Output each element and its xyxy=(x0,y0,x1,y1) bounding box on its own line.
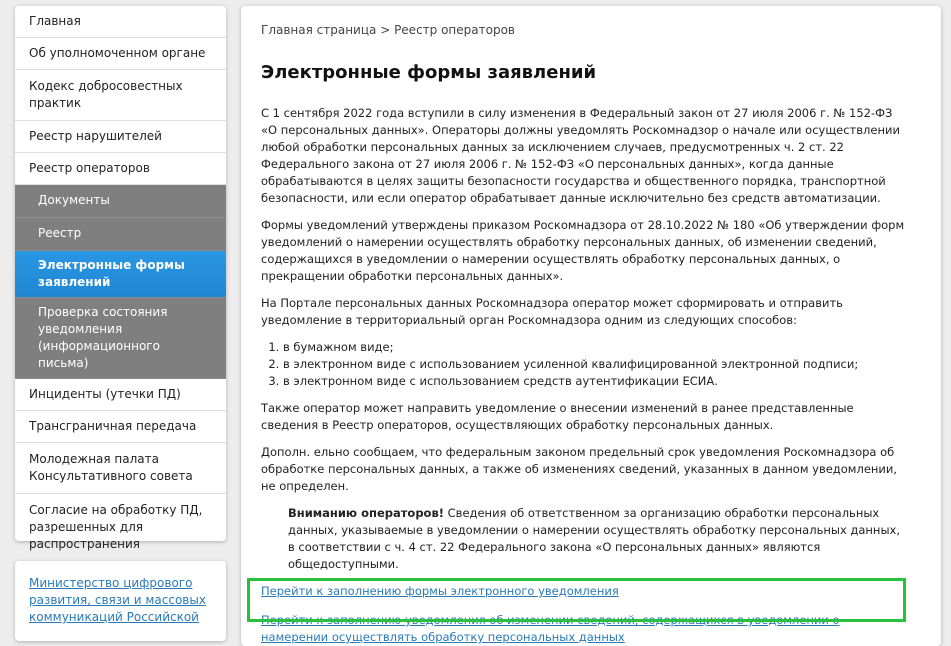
sidebar-item-violators-registry[interactable]: Реестр нарушителей xyxy=(15,121,226,153)
sidebar-item-youth-chamber[interactable]: Молодежная палата Консультативного совета xyxy=(15,443,226,494)
sidebar-subitem-notification-status-check[interactable]: Проверка состояния уведомления (информационного письма) xyxy=(15,298,226,379)
sidebar-subitem-documents[interactable]: Документы xyxy=(15,185,226,218)
sidebar-subitem-electronic-forms[interactable]: Электронные формы заявлений xyxy=(15,251,226,298)
content-area xyxy=(261,22,909,646)
warning-text: Сведения об ответственном за организацию обработки персональных данных, указываемые в уведомлении о намерении осуществлять обработку персональных данных, в соответствии с ч. 4 ст. 22 Федерального закона «О персональных данных» являются общедоступными. xyxy=(288,506,900,571)
warning-heading: Вниманию операторов! xyxy=(288,506,444,520)
partner-links-box xyxy=(15,561,226,641)
ministry-link[interactable]: Министерство цифрового развития, связи и массовых коммуникаций Российской xyxy=(29,576,206,624)
list-item: 2. в электронном виде с использованием усиленной квалифицированной электронной подписи; xyxy=(283,356,909,373)
sidebar-subitem-registry[interactable]: Реестр xyxy=(15,218,226,251)
sidebar-item-operators-registry[interactable]: Реестр операторов xyxy=(15,153,226,185)
breadcrumb-current[interactable]: Реестр операторов xyxy=(394,23,515,37)
forms-approval-paragraph: Формы уведомлений утверждены приказом Роскомнадзора от 28.10.2022 № 180 «Об утверждении форм уведомлений о намерении осуществлять обработку персональных данных, об изменении сведений, содержащихся в уведомлении о намерении осуществлять обработку персональных данных, о прекращении обработки персональных данных». xyxy=(261,218,905,283)
sidebar-item-cross-border-transfer[interactable]: Трансграничная передача xyxy=(15,411,226,443)
fill-change-notification-link[interactable]: Перейти к заполнению уведомления об изменении сведений, содержащихся в уведомлении о намерении осуществлять обработку персональных данных xyxy=(261,613,840,644)
sidebar xyxy=(15,6,226,551)
changes-paragraph: Также оператор может направить уведомление о внесении изменений в ранее представленные сведения в Реестр операторов, осуществляющих обработку персональных данных. xyxy=(261,401,854,432)
sidebar-item-incidents[interactable]: Инциденты (утечки ПД) xyxy=(15,379,226,411)
submission-methods-list xyxy=(261,339,909,390)
submission-methods-paragraph: На Портале персональных данных Роскомнадзора оператор может сформировать и отправить уведомление в территориальный орган Роскомнадзора одним из следующих способов: xyxy=(261,296,843,327)
list-item: 1. в бумажном виде; xyxy=(283,339,909,356)
sidebar-item-about-authority[interactable]: Об уполномоченном органе xyxy=(15,38,226,70)
sidebar-item-code-of-practices[interactable]: Кодекс добросовестных практик xyxy=(15,70,226,121)
breadcrumb-home-link[interactable]: Главная страница xyxy=(261,23,377,37)
intro-paragraph: С 1 сентября 2022 года вступили в силу изменения в Федеральный закон от 27 июля 2006 г. № 152-ФЗ «О персональных данных». Операторы должны уведомлять Роскомнадзор о начале или осуществлении любой обработки персональных данных за исключением случаев, предусмотренных ч. 2 ст. 22 Федерального закона от 27 июля 2006 г. № 152-ФЗ «О персональных данных», когда данные обрабатываются в целях защиты безопасности государства и общественного порядка, транспортной безопасности, или если оператор обрабатывает данные исключительно без средств автоматизации. xyxy=(261,106,900,205)
deadline-paragraph: Дополн. ельно сообщаем, что федеральным законом предельный срок уведомления Роскомнадзора об обработке персональных данных, а также об изменениях сведений, указанных в данном уведомлении, не определен. xyxy=(261,445,898,493)
list-item: 3. в электронном виде с использованием средств аутентификации ЕСИА. xyxy=(283,373,909,390)
main-content-panel xyxy=(241,6,941,646)
operators-warning xyxy=(261,505,909,573)
fill-electronic-notification-link[interactable]: Перейти к заполнению формы электронного уведомления xyxy=(261,584,619,598)
breadcrumb xyxy=(261,22,909,38)
highlight-frame xyxy=(247,578,906,622)
sidebar-item-consent-distribution[interactable]: Согласие на обработку ПД, разрешенных для распространения xyxy=(29,503,203,551)
page-title: Электронные формы заявлений xyxy=(261,62,597,83)
breadcrumb-separator: > xyxy=(376,23,395,37)
sidebar-item-home[interactable]: Главная xyxy=(15,6,226,38)
